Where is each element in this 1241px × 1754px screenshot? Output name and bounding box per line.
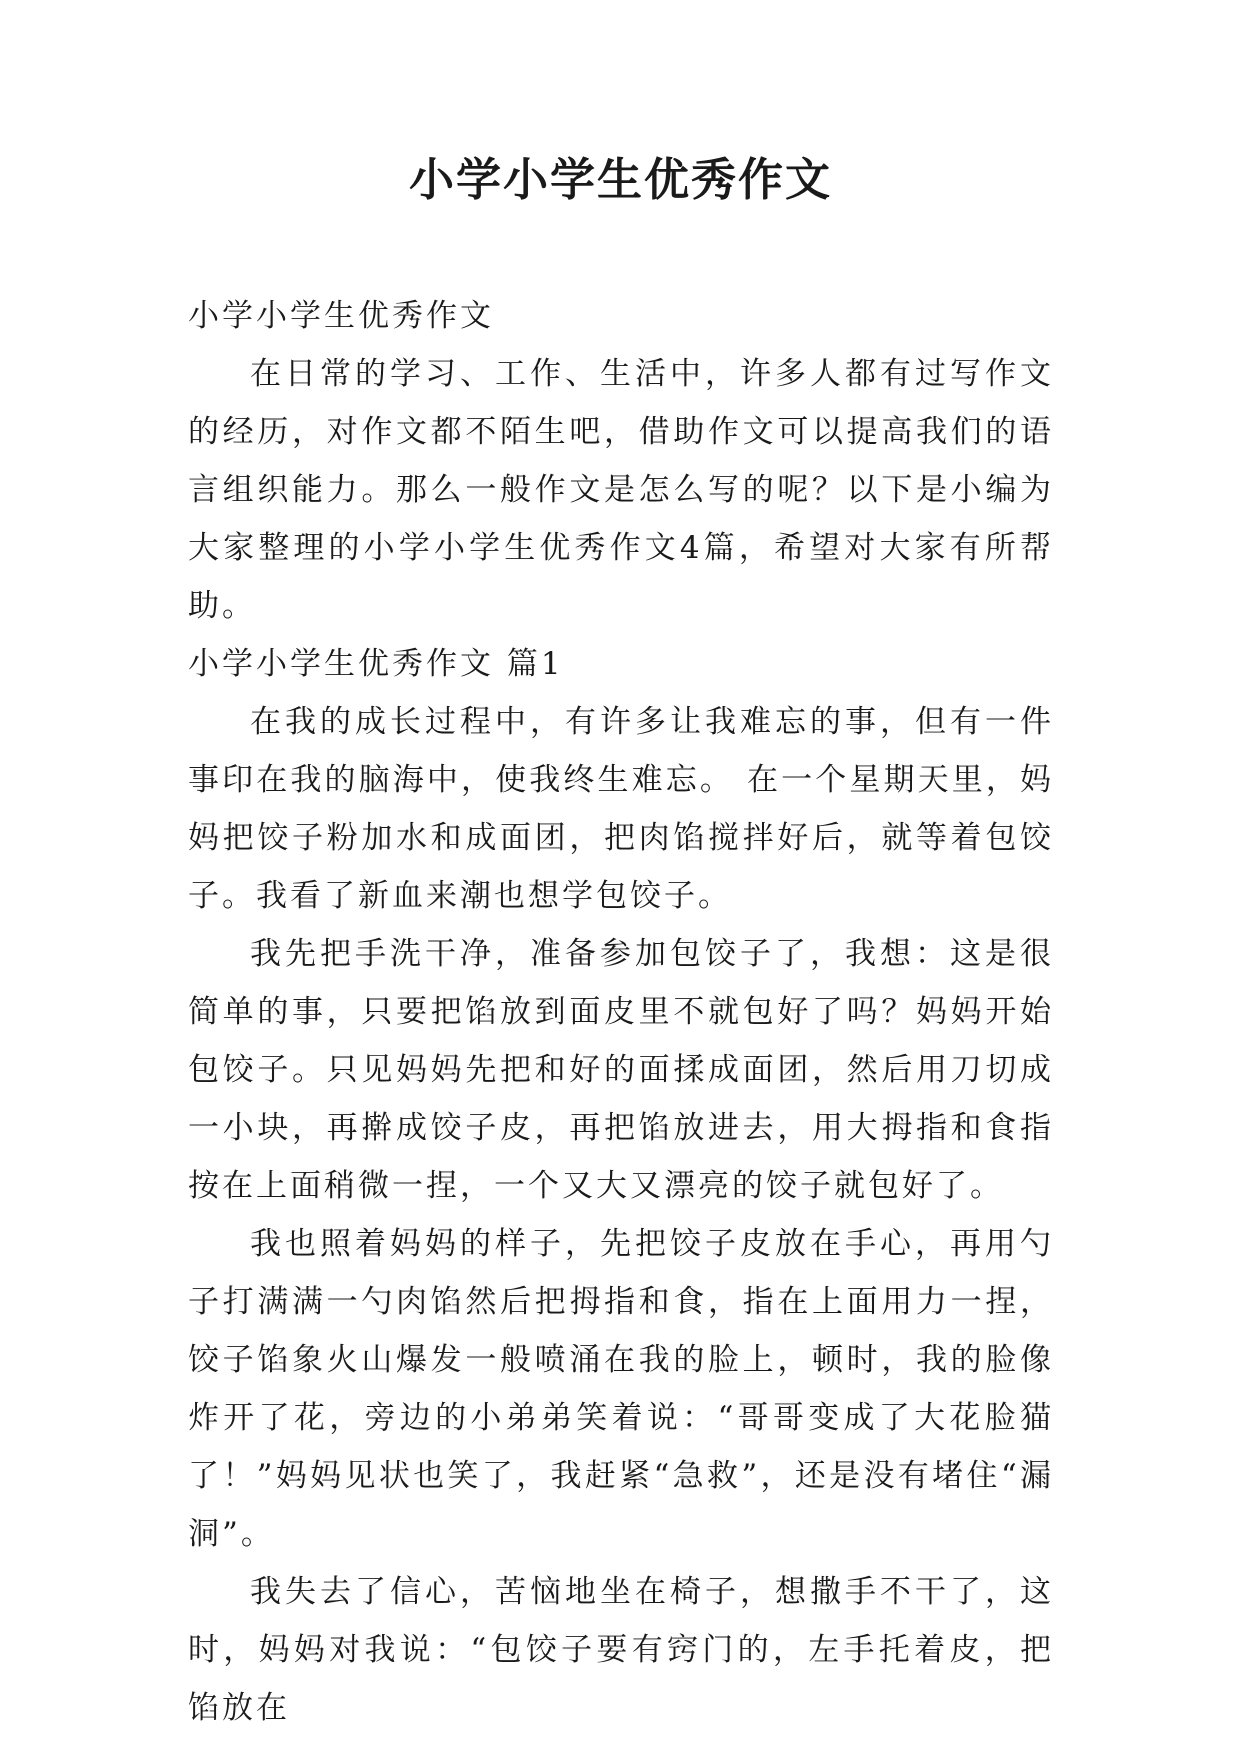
body-paragraph-3: 我也照着妈妈的样子，先把饺子皮放在手心，再用勺子打满满一勺肉馅然后把拇指和食，指在上面用力一捏，饺子馅象火山爆发一般喷涌在我的脸上，顿时，我的脸像炸开了花，旁边的小弟弟笑着说：“哥哥变成了大花脸猫了！”妈妈见状也笑了，我赶紧“急救”，还是没有堵住“漏洞”。 (188, 1226, 1054, 1552)
section-heading: 小学小学生优秀作文 篇1 (188, 646, 564, 682)
document-subtitle: 小学小学生优秀作文 (188, 298, 494, 334)
document-title: 小学小学生优秀作文 (408, 153, 832, 206)
intro-paragraph: 在日常的学习、工作、生活中，许多人都有过写作文的经历，对作文都不陌生吧，借助作文可以提高我们的语言组织能力。那么一般作文是怎么写的呢？以下是小编为大家整理的小学小学生优秀作文4篇，希望对大家有所帮助。 (188, 356, 1054, 624)
body-paragraph-1: 在我的成长过程中，有许多让我难忘的事，但有一件事印在我的脑海中，使我终生难忘。 在一个星期天里，妈妈把饺子粉加水和成面团，把肉馅搅拌好后，就等着包饺子。我看了新血来潮也想学包饺子。 (188, 704, 1054, 914)
document-body (188, 287, 1054, 1737)
body-paragraph-2: 我先把手洗干净，准备参加包饺子了，我想：这是很简单的事，只要把馅放到面皮里不就包好了吗？妈妈开始包饺子。只见妈妈先把和好的面揉成面团，然后用刀切成一小块，再擀成饺子皮，再把馅放进去，用大拇指和食指按在上面稍微一捏，一个又大又漂亮的饺子就包好了。 (188, 936, 1054, 1204)
body-paragraph-4: 我失去了信心，苦恼地坐在椅子，想撒手不干了，这时，妈妈对我说：“包饺子要有窍门的，左手托着皮，把馅放在 (188, 1574, 1054, 1726)
